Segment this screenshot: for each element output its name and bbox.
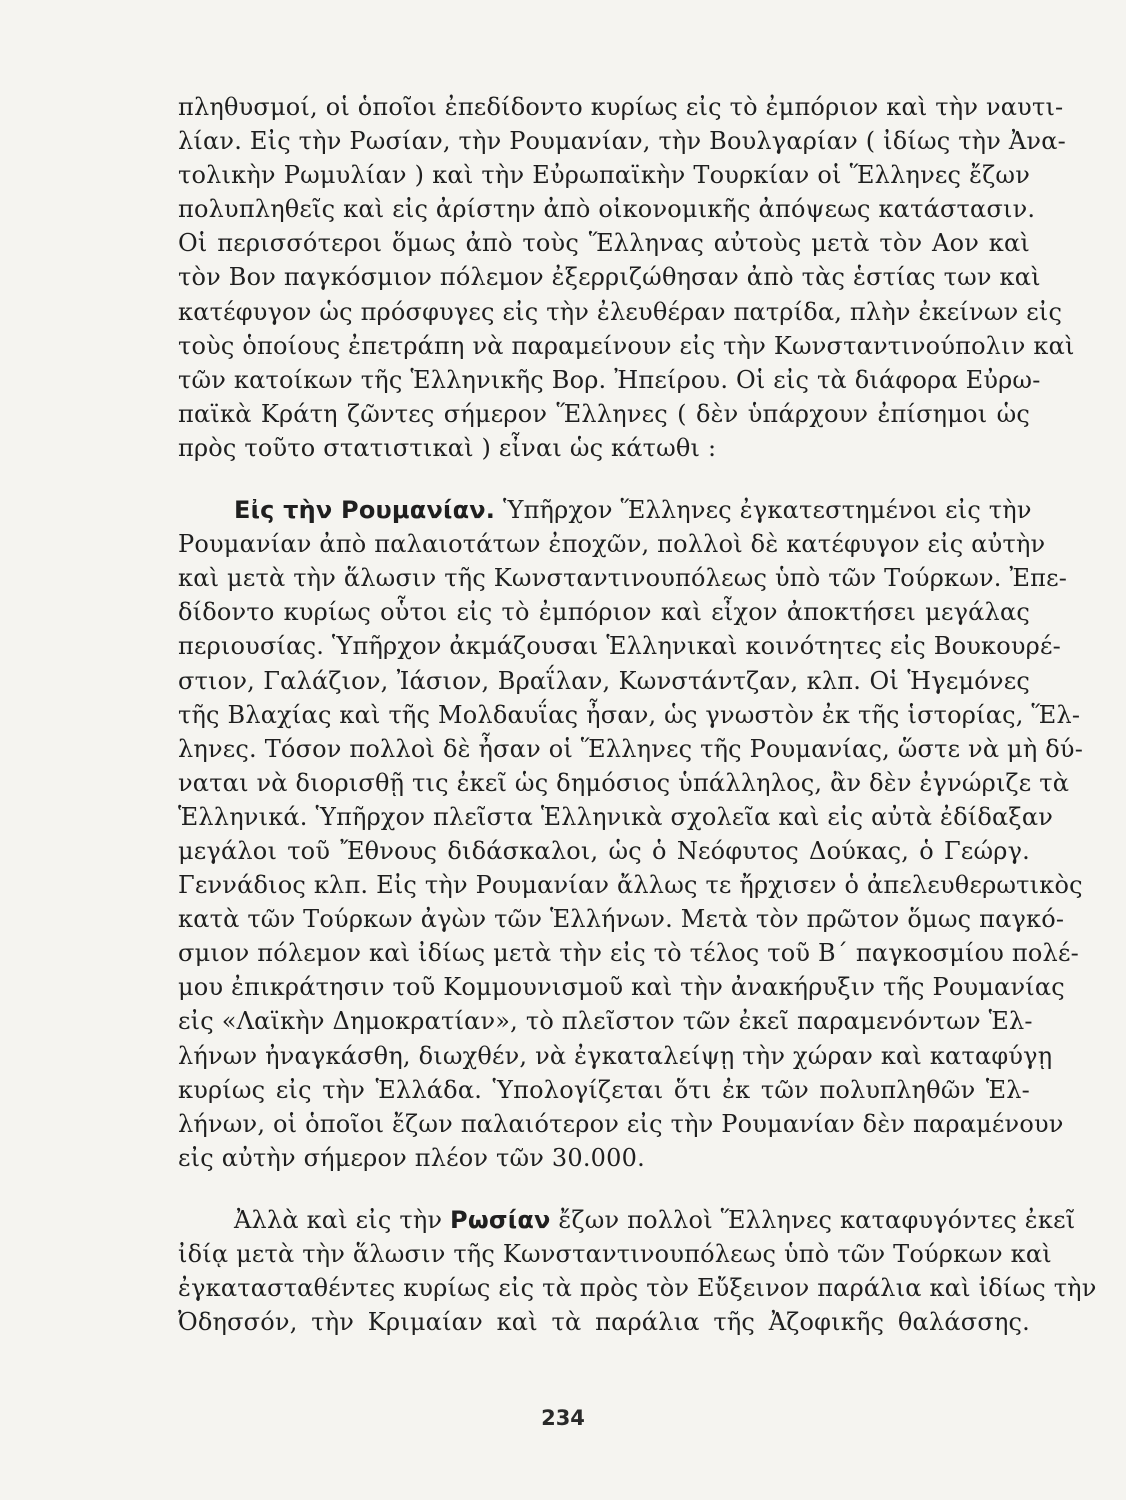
- text-line: λήνων, οἱ ὁποῖοι ἔζων παλαιότερον εἰς τὴν Ρουμανίαν δὲν παραμένουν: [178, 1109, 1064, 1138]
- paragraph-intro: [178, 90, 1075, 465]
- text-line: πληθυσμοί, οἱ ὁποῖοι ἐπεδίδοντο κυρίως εἰς τὸ ἐμπόριον καὶ τὴν ναυτι-: [178, 93, 1064, 121]
- body-text: [178, 90, 1097, 1339]
- text-line: καὶ μετὰ τὴν ἅλωσιν τῆς Κωνσταντινουπόλεως ὑπὸ τῶν Τούρκων. Ἐπε-: [178, 564, 1068, 593]
- paragraph-romania: [178, 493, 1084, 1175]
- text-line: τῶν κατοίκων τῆς Ἑλληνικῆς Βορ. Ἠπείρου. Οἱ εἰς τὰ διάφορα Εὐρω-: [178, 365, 1041, 394]
- text-span: ἔζων πολλοὶ Ἕλληνες καταφυγόντες ἐκεῖ: [558, 1205, 1076, 1234]
- text-line: ἰδίᾳ μετὰ τὴν ἅλωσιν τῆς Κωνσταντινουπόλεως ὑπὸ τῶν Τούρκων καὶ: [178, 1240, 1052, 1268]
- section-heading-romania: Εἰς τὴν Ρουμανίαν.: [234, 496, 496, 525]
- text-line: τοὺς ὁποίους ἐπετράπη νὰ παραμείνουν εἰς τὴν Κωνσταντινούπολιν καὶ: [178, 331, 1075, 360]
- text-line: ναται νὰ διορισθῇ τις ἐκεῖ ὡς δημόσιος ὑπάλληλος, ἂν δὲν ἐγνώριζε τὰ: [178, 768, 1070, 797]
- text-line: Γεννάδιος κλπ. Εἰς τὴν Ρουμανίαν ἄλλως τε ἤρχισεν ὁ ἀπελευθερωτικὸς: [178, 871, 1083, 900]
- section-heading-russia: Ρωσίαν: [450, 1205, 551, 1234]
- text-line: κατὰ τῶν Τούρκων ἀγὼν τῶν Ἑλλήνων. Μετὰ τὸν πρῶτον ὅμως παγκό-: [178, 905, 1065, 934]
- text-line: κυρίως εἰς τὴν Ἑλλάδα. Ὑπολογίζεται ὅτι ἐκ τῶν πολυπληθῶν Ἑλ-: [178, 1075, 1030, 1104]
- text-line: εἰς «Λαϊκὴν Δημοκρατίαν», τὸ πλεῖστον τῶν ἐκεῖ παραμενόντων Ἑλ-: [178, 1007, 1033, 1036]
- text-line: πολυπληθεῖς καὶ εἰς ἀρίστην ἀπὸ οἰκονομικῆς ἀπόψεως κατάστασιν.: [178, 195, 1036, 224]
- text-line: Ὀδησσόν, τὴν Κριμαίαν καὶ τὰ παράλια τῆς Ἀζοφικῆς θαλάσσης.: [178, 1308, 1030, 1337]
- paragraph-gap: [178, 1175, 1030, 1203]
- text-span: Ὑπῆρχον Ἕλληνες ἐγκατεστημένοι εἰς τὴν: [502, 496, 1032, 525]
- text-line: [178, 493, 1030, 527]
- text-line: Ρουμανίαν ἀπὸ παλαιοτάτων ἐποχῶν, πολλοὶ δὲ κατέφυγον εἰς αὐτὴν: [178, 530, 1046, 559]
- text-line: λήνων ἠναγκάσθη, διωχθέν, νὰ ἐγκαταλείψῃ τὴν χώραν καὶ καταφύγῃ: [178, 1041, 1053, 1070]
- text-line: κατέφυγον ὡς πρόσφυγες εἰς τὴν ἐλευθέραν πατρίδα, πλὴν ἐκείνων εἰς: [178, 297, 1063, 326]
- text-line: τὸν Βον παγκόσμιον πόλεμον ἐξερριζώθησαν ἀπὸ τὰς ἑστίας των καὶ: [178, 263, 1041, 292]
- text-line: περιουσίας. Ὑπῆρχον ἀκμάζουσαι Ἑλληνικαὶ κοινότητες εἰς Βουκουρέ-: [178, 632, 1061, 661]
- text-line: ληνες. Τόσον πολλοὶ δὲ ἦσαν οἱ Ἕλληνες τῆς Ρουμανίας, ὥστε νὰ μὴ δύ-: [178, 734, 1084, 763]
- text-line: στιον, Γαλάζιον, Ἰάσιον, Βραΐλαν, Κωνστάντζαν, κλπ. Οἱ Ἡγεμόνες: [178, 666, 1030, 695]
- text-line: Οἱ περισσότεροι ὅμως ἀπὸ τοὺς Ἕλληνας αὐτοὺς μετὰ τὸν Αον καὶ: [178, 229, 1030, 258]
- text-span: Ἀλλὰ καὶ εἰς τὴν: [234, 1205, 443, 1234]
- text-line: μεγάλοι τοῦ Ἔθνους διδάσκαλοι, ὡς ὁ Νεόφυτος Δούκας, ὁ Γεώργ.: [178, 836, 1030, 865]
- text-line: παϊκὰ Κράτη ζῶντες σήμερον Ἕλληνες ( δὲν ὑπάρχουν ἐπίσημοι ὡς: [178, 399, 1030, 428]
- text-line: μου ἐπικράτησιν τοῦ Κομμουνισμοῦ καὶ τὴν ἀνακήρυξιν τῆς Ρουμανίας: [178, 973, 1065, 1002]
- text-line: ἐγκατασταθέντες κυρίως εἰς τὰ πρὸς τὸν Εὔξεινον παράλια καὶ ἰδίως τὴν: [178, 1274, 1097, 1303]
- text-line: Ἑλληνικά. Ὑπῆρχον πλεῖστα Ἑλληνικὰ σχολεῖα καὶ εἰς αὐτὰ ἐδίδαξαν: [178, 802, 1054, 831]
- paragraph-gap: [178, 465, 1030, 493]
- text-line: τολικὴν Ρωμυλίαν ) καὶ τὴν Εὐρωπαϊκὴν Τουρκίαν οἱ Ἕλληνες ἔζων: [178, 161, 1030, 190]
- text-line: πρὸς τοῦτο στατιστικαὶ ) εἶναι ὡς κάτωθι :: [178, 433, 717, 462]
- text-line: σμιον πόλεμον καὶ ἰδίως μετὰ τὴν εἰς τὸ τέλος τοῦ Β΄ παγκοσμίου πολέ-: [178, 939, 1079, 968]
- text-line: [178, 1203, 1076, 1237]
- text-line: δίδοντο κυρίως οὗτοι εἰς τὸ ἐμπόριον καὶ εἶχον ἀποκτήσει μεγάλας: [178, 598, 1030, 627]
- page-number: 234: [541, 1406, 585, 1430]
- text-line: τῆς Βλαχίας καὶ τῆς Μολδαυΐας ἦσαν, ὡς γνωστὸν ἐκ τῆς ἱστορίας, Ἕλ-: [178, 700, 1081, 729]
- paragraph-russia: [178, 1203, 1097, 1339]
- text-line: λίαν. Εἰς τὴν Ρωσίαν, τὴν Ρουμανίαν, τὴν Βουλγαρίαν ( ἰδίως τὴν Ἀνα-: [178, 127, 1066, 156]
- text-line: εἰς αὐτὴν σήμερον πλέον τῶν 30.000.: [178, 1143, 645, 1172]
